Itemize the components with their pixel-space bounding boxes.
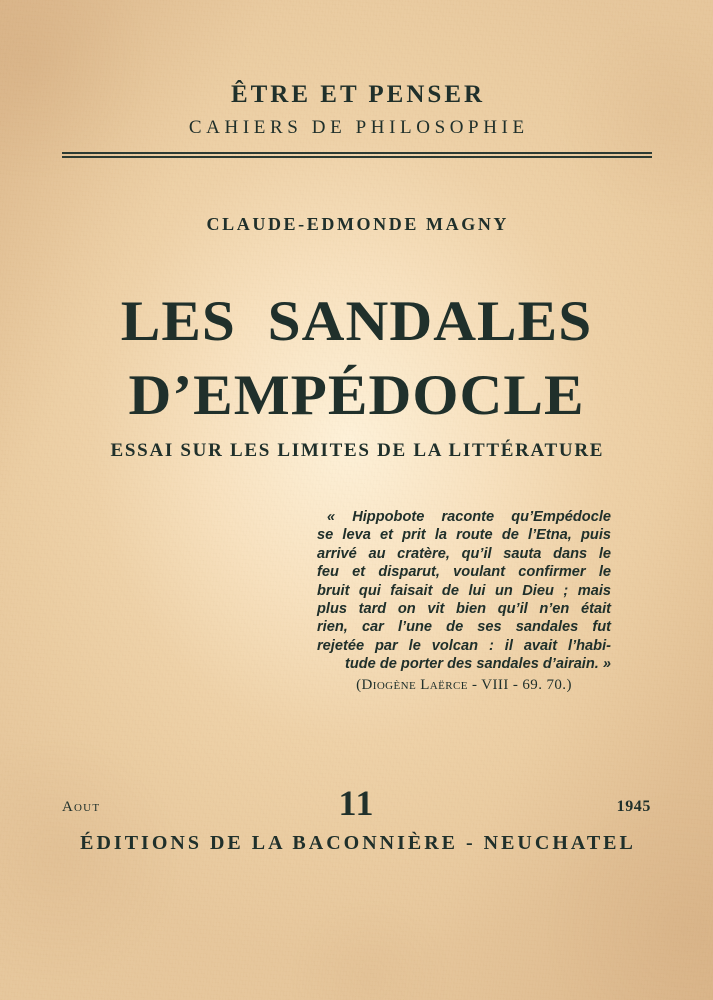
subtitle: ESSAI SUR LES LIMITES DE LA LITTÉRATURE (110, 440, 605, 461)
page-title (0, 285, 713, 433)
header-double-rule (62, 152, 652, 158)
epigraph-line: « Hippobote raconte qu’Empédocle (327, 509, 611, 525)
epigraph-line: plus tard on vit bien qu’il n’en était (317, 601, 611, 618)
epigraph-source-open: ( (356, 676, 362, 693)
series-subtitle: CAHIERS DE PHILOSOPHIE (188, 117, 529, 138)
header-rule-upper (62, 152, 652, 154)
epigraph-source (317, 677, 611, 694)
issue-year: 1945 (616, 798, 651, 815)
title-line-1: LES SANDALES (120, 290, 593, 353)
author-name: CLAUDE-EDMONDE MAGNY (206, 214, 510, 234)
header-rule-lower (62, 156, 652, 158)
epigraph-source-name: Diogène Laërce (361, 676, 468, 693)
epigraph-line: feu et disparut, voulant confirmer le (317, 564, 611, 581)
title-line-2: D’EMPÉDOCLE (128, 364, 585, 427)
epigraph-block (317, 508, 611, 693)
publisher-imprint: ÉDITIONS DE LA BACONNIÈRE - NEUCHATEL (80, 832, 636, 854)
epigraph-line: rien, car l’une de ses sandales fut (317, 619, 611, 636)
epigraph-line: se leva et prit la route de l’Etna, puis (317, 527, 611, 544)
cover-footer (62, 783, 651, 858)
epigraph-line: bruit qui faisait de lui un Dieu ; mais (317, 582, 611, 599)
epigraph-line: arrivé au cratère, qu’il sauta dans le (317, 545, 611, 562)
issue-number: 11 (338, 783, 375, 823)
epigraph-line: rejetée par le volcan : il avait l’habi- (317, 637, 611, 654)
epigraph-line: tude de porter des sandales d’airain. » (344, 656, 611, 673)
issue-month: Aout (62, 799, 101, 815)
series-title: ÊTRE ET PENSER (230, 81, 486, 108)
epigraph-source-reference: - VIII - 69. 70.) (467, 676, 572, 693)
